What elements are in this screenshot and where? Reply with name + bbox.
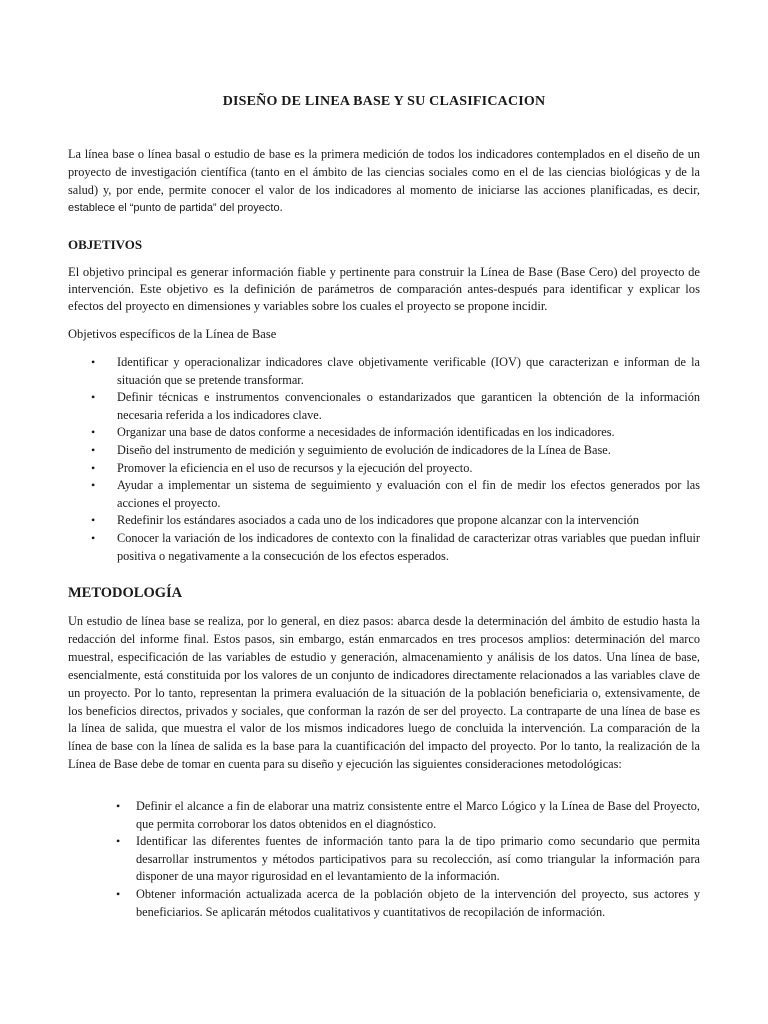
list-item-text: Promover la eficiencia en el uso de recursos y la ejecución del proyecto. — [117, 460, 473, 475]
list-item-text: Diseño del instrumento de medición y seguimiento de evolución de indicadores de la Línea de Base. — [117, 442, 611, 457]
list-item-text: Obtener información actualizada acerca de la población objeto de la intervención del proyecto, sus actores y beneficiarios. Se aplicarán métodos cualitativos y cuantitativos de recopilación de información. — [136, 886, 700, 919]
list-item — [116, 798, 700, 833]
intro-text: La línea base o línea basal o estudio de base es la primera medición de todos los indicadores contemplados en el diseño de un proyecto de investigación científica (tanto en el ámbito de las ciencias sociales como en el de las ciencias biológicas y de la salud) y, por ende, permite conocer el valor de los indicadores al momento de iniciarse las acciones planificadas, es decir, — [68, 147, 700, 197]
list-item-text: Organizar una base de datos conforme a necesidades de información identificadas en los indicadores. — [117, 425, 615, 440]
intro-text-end: establece el “punto de partida” del proyecto — [68, 202, 280, 215]
list-item — [91, 477, 700, 512]
list-item-text: Definir técnicas e instrumentos convencionales o estandarizados que garanticen la obtención de la información necesaria referida a los indicadores clave. — [117, 390, 700, 422]
metodologia-paragraph: Un estudio de línea base se realiza, por lo general, en diez pasos: abarca desde la determinación del ámbito de estudio hasta la redacción del informe final. Estos pasos, sin embargo, están enmarcados en tres procesos amplios: determinación del marco muestral, especificación de las variables de estudio y generación, almacenamiento y análisis de los datos. Una línea de base, esencialmente, está constituida por los valores de un conjunto de indicadores directamente relacionados a las variables clave de un proyecto. Por lo tanto, representan la primera evaluación de la situación de la población beneficiaria o, extensivamente, de los beneficios directos, privados y sociales, que conforman la razón de ser del proyecto. La contraparte de una línea de base es la línea de salida, que muestra el valor de los mismos indicadores luego de concluida la intervención. La comparación de la línea de base con la línea de salida es la base para la cuantificación del impacto del proyecto. Por lo tanto, la realización de la Línea de Base debe de tomar en cuenta para su diseño y ejecución las siguientes consideraciones metodológicas: — [68, 614, 700, 772]
list-item — [91, 442, 700, 460]
list-item — [91, 512, 700, 530]
bullet-icon: • — [91, 425, 96, 440]
bullet-icon: • — [116, 834, 121, 849]
list-item-text: Conocer la variación de los indicadores de contexto con la finalidad de caracterizar otras variables que puedan influir positiva o negativamente a la consecución de los efectos esperados. — [117, 530, 700, 563]
bullet-icon: • — [91, 513, 96, 528]
list-item-text: Redefinir los estándares asociados a cada uno de los indicadores que propone alcanzar con la intervención — [117, 513, 640, 528]
list-item-text: Ayudar a implementar un sistema de seguimiento y evaluación con el fin de medir los efectos generados por las acciones el proyecto. — [117, 478, 700, 510]
bullet-icon: • — [91, 442, 96, 457]
objetivos-list — [91, 354, 700, 565]
objetivos-subheading: Objetivos específicos de la Línea de Base — [68, 327, 277, 341]
bullet-icon: • — [116, 799, 121, 813]
bullet-icon: • — [91, 355, 96, 369]
list-item — [116, 833, 700, 886]
intro-paragraph — [68, 146, 700, 218]
list-item — [91, 389, 700, 424]
list-item-text: Identificar y operacionalizar indicadores clave objetivamente verificable (IOV) que caracterizan e informan de la situación que se pretende transformar. — [117, 355, 700, 387]
bullet-icon: • — [91, 530, 96, 545]
bullet-icon: • — [91, 390, 96, 405]
intro-period: . — [279, 200, 283, 215]
metodologia-heading: METODOLOGÍA — [68, 585, 183, 601]
list-item — [91, 424, 700, 442]
objetivos-heading: OBJETIVOS — [68, 237, 143, 252]
list-item — [91, 354, 700, 389]
bullet-icon: • — [91, 478, 96, 493]
metodologia-list — [116, 798, 700, 921]
list-item — [91, 530, 700, 565]
list-item-text: Identificar las diferentes fuentes de información tanto para la de tipo primario como secundario que permita desarrollar instrumentos y métodos participativos para su recolección, así como triangular la información para disponer de una mayor rigurosidad en el levantamiento de la información. — [136, 834, 700, 884]
document-title: DISEÑO DE LINEA BASE Y SU CLASIFICACION — [222, 94, 546, 109]
list-item — [91, 460, 700, 478]
objetivos-paragraph: El objetivo principal es generar información fiable y pertinente para construir la Línea de Base (Base Cero) del proyecto de intervención. Este objetivo es la definición de parámetros de comparación antes-después para identificar y explicar los efectos del proyecto en dimensiones y variables sobre los cuales el proyecto se propone incidir. — [68, 265, 700, 313]
bullet-icon: • — [116, 886, 121, 901]
bullet-icon: • — [91, 460, 96, 475]
list-item — [116, 886, 700, 921]
list-item-text: Definir el alcance a fin de elaborar una matriz consistente entre el Marco Lógico y la Línea de Base del Proyecto, que permita corroborar los datos obtenidos en el diagnóstico. — [136, 799, 700, 831]
